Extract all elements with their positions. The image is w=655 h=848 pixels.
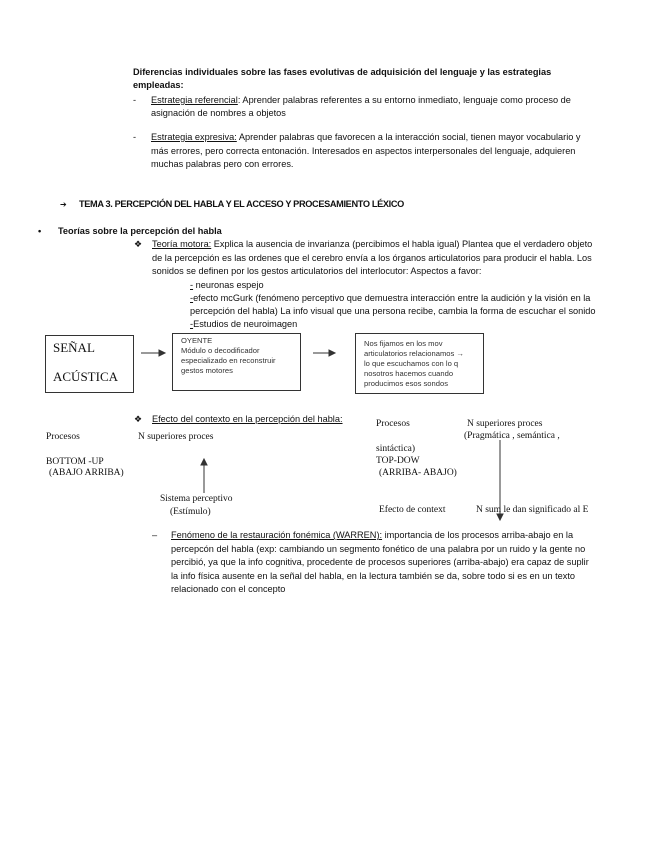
top-dow-label: TOP-DOW: [376, 456, 420, 466]
strategy-text-cont: muchas palabras pero con errores.: [151, 159, 294, 169]
strategy-text-cont: asignación de nombres a objetos: [151, 108, 286, 118]
box-label: ACÚSTICA: [53, 369, 119, 384]
bullet-icon: •: [38, 226, 42, 236]
aspect-text: Estudios de neuroimagen: [193, 319, 298, 329]
procesos-label: Procesos: [46, 432, 80, 442]
list-bullet: -: [133, 132, 137, 142]
dash-bullet: –: [152, 530, 158, 540]
strategy-sep: :: [237, 95, 241, 105]
box-text: especializado en reconstruir: [181, 356, 276, 365]
pragmatica-label: (Pragmática , semántica ,: [464, 431, 560, 441]
fenomeno-text: importancia de los procesos arriba-abajo en la: [382, 530, 574, 540]
efecto-context-label: Efecto de context: [379, 505, 446, 515]
sintactica-label: sintáctica): [376, 444, 416, 454]
box-text: nosotros hacemos cuando: [364, 369, 454, 378]
strategy-text-cont: más errores, pero correcta entonación. Interesados en aspectos interpersonales del lenguaje, adquieren: [151, 146, 576, 156]
box-text: Nos fijamos en los mov: [364, 339, 443, 348]
aspect-text: percepción del habla) La info visual que una persona recibe, cambia la forma de escuchar el sonido: [190, 306, 596, 316]
teorias-heading: Teorías sobre la percepción del habla: [58, 226, 222, 236]
contexto-label: Efecto del contexto en la percepción del habla:: [152, 414, 343, 424]
nsum-label: N sum le dan significado al E: [476, 505, 589, 515]
fenomeno-label: Fenómeno de la restauración fonémica (WARREN):: [171, 530, 383, 540]
sistema-perceptivo-label: Sistema perceptivo: [160, 494, 233, 504]
arrow-head: [159, 350, 165, 356]
fenomeno-text-cont: percibió, ya que la info cognitiva, procedente de procesos superiores (arriba-abajo) era capaz de suplir: [171, 557, 589, 567]
tema-heading: TEMA 3. PERCEPCIÓN DEL HABLA Y EL ACCESO Y PROCESAMIENTO LÉXICO: [79, 199, 404, 209]
section-title: Diferencias individuales sobre las fases evolutivas de adquisición del lenguaje y las estrategias: [133, 67, 552, 77]
fijamos-box: [355, 333, 484, 394]
oyente-box: [172, 333, 301, 391]
up-arrow-head: [201, 459, 207, 465]
box-text: Módulo o decodificador: [181, 346, 260, 355]
strategy-text: Aprender palabras referentes a su entorno inmediato, lenguaje como proceso de: [240, 95, 571, 105]
nsup-label: N superiores proces: [138, 432, 214, 442]
aspect-dash: -: [190, 293, 194, 303]
diamond-bullet-icon: ❖: [134, 239, 143, 249]
abajo-arriba-label: (ABAJO ARRIBA): [49, 468, 124, 478]
teoria-motora-text-cont: de la percepción es las ordenes que el cerebro envía a los órganos articulatorios para producir el habla. Los: [152, 253, 592, 263]
estimulo-label: (Estímulo): [170, 507, 211, 517]
box-text: OYENTE: [181, 336, 213, 345]
section-title-cont: empleadas:: [133, 80, 184, 90]
arriba-abajo-label: (ARRIBA- ABAJO): [379, 468, 457, 478]
arrow-head: [329, 350, 335, 356]
aspect-text: neuronas espejo: [193, 280, 264, 290]
strategy-label: Estrategia expresiva:: [151, 132, 237, 142]
fenomeno-restauracion: [171, 529, 573, 542]
fenomeno-text-cont: la info física ausente en la señal del habla, en la lectura también se da, sobre todo si es en un texto: [171, 571, 575, 581]
list-bullet: -: [133, 95, 137, 105]
box-text: lo que escuchamos con lo q: [364, 359, 459, 368]
fenomeno-text-cont: percepcón del habla (exp: cambiando un segmento fonético de una palabra por un ruido y la gente no: [171, 544, 586, 554]
box-text: producimos esos sondos: [364, 379, 448, 388]
strategy-text: Aprender palabras que favorecen a la interacción social, tienen mayor vocabulario y: [236, 132, 581, 142]
bottom-up-label: BOTTOM -UP: [46, 457, 104, 467]
box-text: articulatorios relacionamos →: [364, 349, 465, 358]
teoria-motora-text: Explica la ausencia de invarianza (percibimos el habla igual) Plantea que el verdadero objeto: [211, 239, 593, 249]
box-label: SEÑAL: [53, 340, 95, 355]
teoria-motora-text-cont: sonidos se definen por los gestos articulatorios del interlocutor: Aspectos a favor:: [152, 266, 482, 276]
diamond-bullet-icon: ❖: [134, 414, 143, 424]
teoria-motora-label: Teoría motora:: [152, 239, 212, 249]
box-text: gestos motores: [181, 366, 233, 375]
aspect-text: efecto mcGurk (fenómeno perceptivo que demuestra interacción entre la audición y la visión en la: [193, 293, 591, 303]
fenomeno-text-cont: relacionado con el concepto: [171, 584, 286, 594]
aspect-dash: -: [190, 319, 194, 329]
strategy-label: Estrategia referencial: [151, 95, 238, 105]
procesos-label: Procesos: [376, 419, 410, 429]
arrow-bullet-icon: ➔: [60, 200, 67, 209]
nsup-label: N superiores proces: [467, 419, 543, 429]
aspect-dash: -: [190, 280, 194, 290]
